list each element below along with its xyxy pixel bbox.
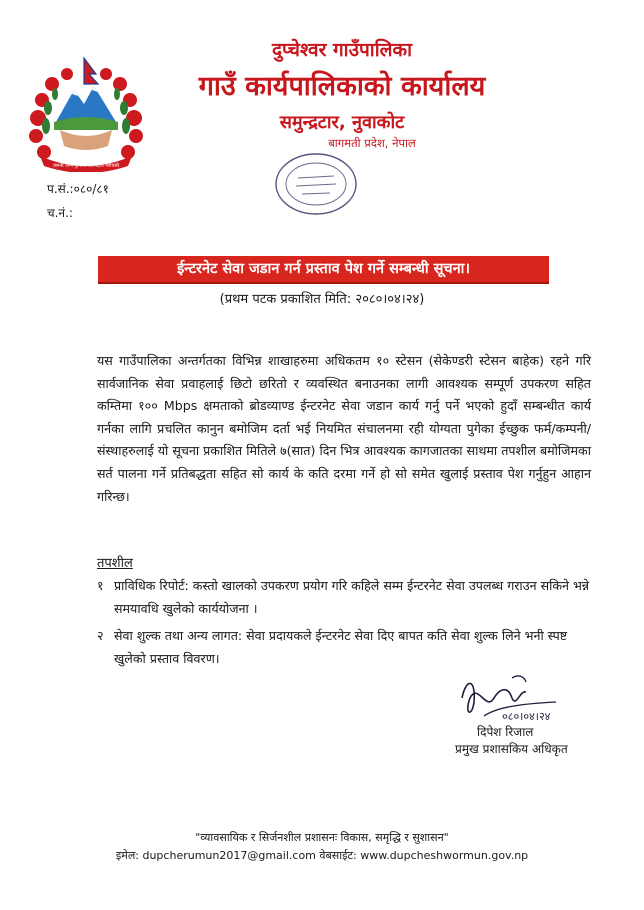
notice-paragraph: यस गाउँपालिका अन्तर्गतका विभिन्न शाखाहरुमा अधिकतम १० स्टेसन (सेकेण्डरी स्टेसन बाहेक) रहने गरि सार्वजानिक सेवा प्रवाहलाई छिटो छरितो र व्यवस्थित बनाउनका लागी आवश्यक सम्पूर्ण उपकरण सहित कम्तिमा १०० Mbps क्षमताको ब्रोडव्याण्ड ईन्टरनेट सेवा जडान कार्य गर्नु पर्ने भएको हुदाँ सम्बन्धीत कार्य गर्नका लागि प्रचलित कानुन बमोजिम दर्ता भई नियमित संचालनमा रही योग्यता पुगेका ईच्छुक फर्म/कम्पनी/संस्थाहरुलाई यो सूचना प्रकाशित मितिले ७(सात) दिन भित्र आवश्यक कागजातका साथमा तपशील बमोजिमका सर्त पालना गर्ने प्रतिबद्धता सहित सो कार्य के कति दरमा गर्ने हो सो समेत खुलाई प्रस्ताव पेश गर्नुहुन आहान गरिन्छ। (97, 353, 591, 504)
dispatch-number: च.नं.: (47, 206, 73, 220)
detail-item-number: १ (97, 578, 104, 593)
publish-date: (प्रथम पटक प्रकाशित मिति: २०८०।०४।२४) (219, 292, 425, 307)
signer-title: प्रमुख प्रशासकिय अधिकृत (455, 742, 568, 756)
footer-motto: "व्यावसायिक र सिर्जनशील प्रशासनः विकास, समृद्धि र सुशासन" (195, 831, 449, 844)
notice-title-banner: ईन्टरनेट सेवा जडान गर्न प्रस्ताव पेश गर्ने सम्बन्धी सूचना। (98, 256, 549, 284)
detail-item (97, 575, 591, 621)
detail-item-number: २ (97, 628, 104, 643)
signer-name: दिपेश रिजाल (477, 725, 534, 739)
detail-item (97, 625, 591, 671)
office-stamp-icon (268, 148, 364, 220)
footer-contact: इमेल: dupcherumun2017@gmail.com वेबसाईट: www.dupcheshwormun.gov.np (115, 849, 529, 862)
svg-text:जननी जन्मभूमिश्च स्वर्गादपि गर: जननी जन्मभूमिश्च स्वर्गादपि गरीयसी (52, 163, 120, 169)
detail-item-text: सेवा शुल्क तथा अन्य लागत: सेवा प्रदायकले ईन्टरनेट सेवा दिए बापत कति सेवा शुल्क लिने भनी स्पष्ट खुलेको प्रस्ताव विवरण। (114, 628, 568, 666)
office-name: गाउँ कार्यपालिकाको कार्यालय (198, 71, 486, 102)
details-heading: तपशील (97, 556, 133, 571)
svg-text:०८०।०४।२४: ०८०।०४।२४ (502, 710, 551, 723)
municipality-name: दुप्चेश्वर गाउँपालिका (271, 39, 413, 61)
detail-item-text: प्राविधिक रिपोर्ट: कस्तो खालको उपकरण प्रयोग गरि कहिले सम्म ईन्टरनेट सेवा उपलब्ध गराउन सकिने भन्ने समयावधि खुलेको कार्ययोजना । (114, 578, 590, 616)
letter-number: प.सं.:०८०/८१ (47, 182, 109, 196)
office-location: समुन्द्रटार, नुवाकोट (279, 112, 405, 133)
province-line: बागमती प्रदेश, नेपाल (328, 136, 416, 150)
